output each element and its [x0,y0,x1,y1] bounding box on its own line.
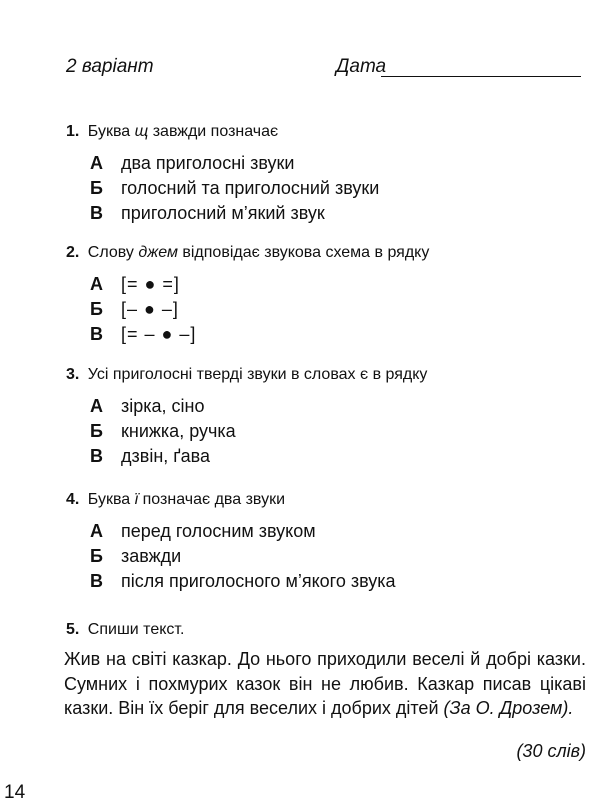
question-title [66,491,586,509]
question-4 [66,491,586,594]
sound-scheme: [= – ● –] [121,324,197,344]
option-text: завжди [121,546,182,566]
option-letter: А [90,396,103,416]
option-text: перед голосним звуком [121,521,316,541]
question-text: Слову [87,244,134,261]
question-text: Усі приголосні тверді звуки в словах є в рядку [87,366,428,383]
question-number: 2. [66,244,80,261]
question-text-suffix: позначає два звуки [142,491,286,508]
question-title [66,123,586,141]
variant-label: 2 варіант [66,56,154,77]
date-label: Дата [336,56,387,77]
word-count: (30 слів) [516,741,586,761]
option-letter: А [90,153,103,173]
question-number: 5. [66,621,80,638]
dictation-source: (За О. Дрозем). [443,698,574,718]
question-title [66,366,586,384]
option-text: два приголосні звуки [121,153,295,173]
question-2 [66,244,586,347]
question-italic-word: джем [138,244,178,261]
answer-option-a[interactable] [90,151,586,176]
option-text: приголосний м’який звук [121,203,325,223]
answer-option-a[interactable] [90,394,586,419]
option-text: голосний та приголосний звуки [121,178,380,198]
answer-option-b[interactable] [90,297,586,322]
question-1 [66,123,586,226]
answer-options [90,151,586,226]
question-text: Буква [87,491,131,508]
answer-option-b[interactable] [90,176,586,201]
option-letter: В [90,324,103,344]
option-letter: А [90,521,103,541]
answer-option-b[interactable] [90,419,586,444]
answer-option-c[interactable] [90,322,586,347]
option-letter: Б [90,299,103,319]
page-header [66,52,586,82]
question-italic-word: щ [134,123,149,140]
page-number: 14 [4,782,26,803]
answer-option-c[interactable] [90,569,586,594]
question-text-suffix: завжди позначає [152,123,279,140]
answer-option-b[interactable] [90,544,586,569]
option-letter: А [90,274,103,294]
option-text: зірка, сіно [121,396,205,416]
option-letter: В [90,571,103,591]
answer-options [90,272,586,347]
answer-option-c[interactable] [90,444,586,469]
option-letter: В [90,203,103,223]
answer-option-a[interactable] [90,272,586,297]
question-title [66,621,586,639]
option-text: після приголосного м’якого звука [121,571,396,591]
question-italic-word: ї [134,491,139,508]
option-text: дзвін, ґава [121,446,211,466]
dictation-text [64,647,586,721]
dictation-body: Жив на світі казкар. До нього приходили веселі й добрі казки. Сумних і похмурих казок він не любив. Казкар писав цікаві казки. Він їх беріг для веселих і добрих дітей [64,649,586,718]
question-text: Спиши текст. [87,621,185,638]
answer-options [90,394,586,469]
question-3 [66,366,586,469]
question-text-suffix: відповідає звукова схема в рядку [182,244,430,261]
sound-scheme: [– ● –] [121,299,179,319]
option-letter: В [90,446,103,466]
question-number: 4. [66,491,80,508]
question-title [66,244,586,262]
option-text: книжка, ручка [121,421,236,441]
question-number: 3. [66,366,80,383]
question-5 [66,621,586,639]
question-text: Буква [87,123,131,140]
sound-scheme: [= ● =] [121,274,180,294]
date-line[interactable] [381,76,581,77]
option-letter: Б [90,178,103,198]
option-letter: Б [90,546,103,566]
option-letter: Б [90,421,103,441]
answer-option-a[interactable] [90,519,586,544]
question-number: 1. [66,123,80,140]
answer-option-c[interactable] [90,201,586,226]
answer-options [90,519,586,594]
